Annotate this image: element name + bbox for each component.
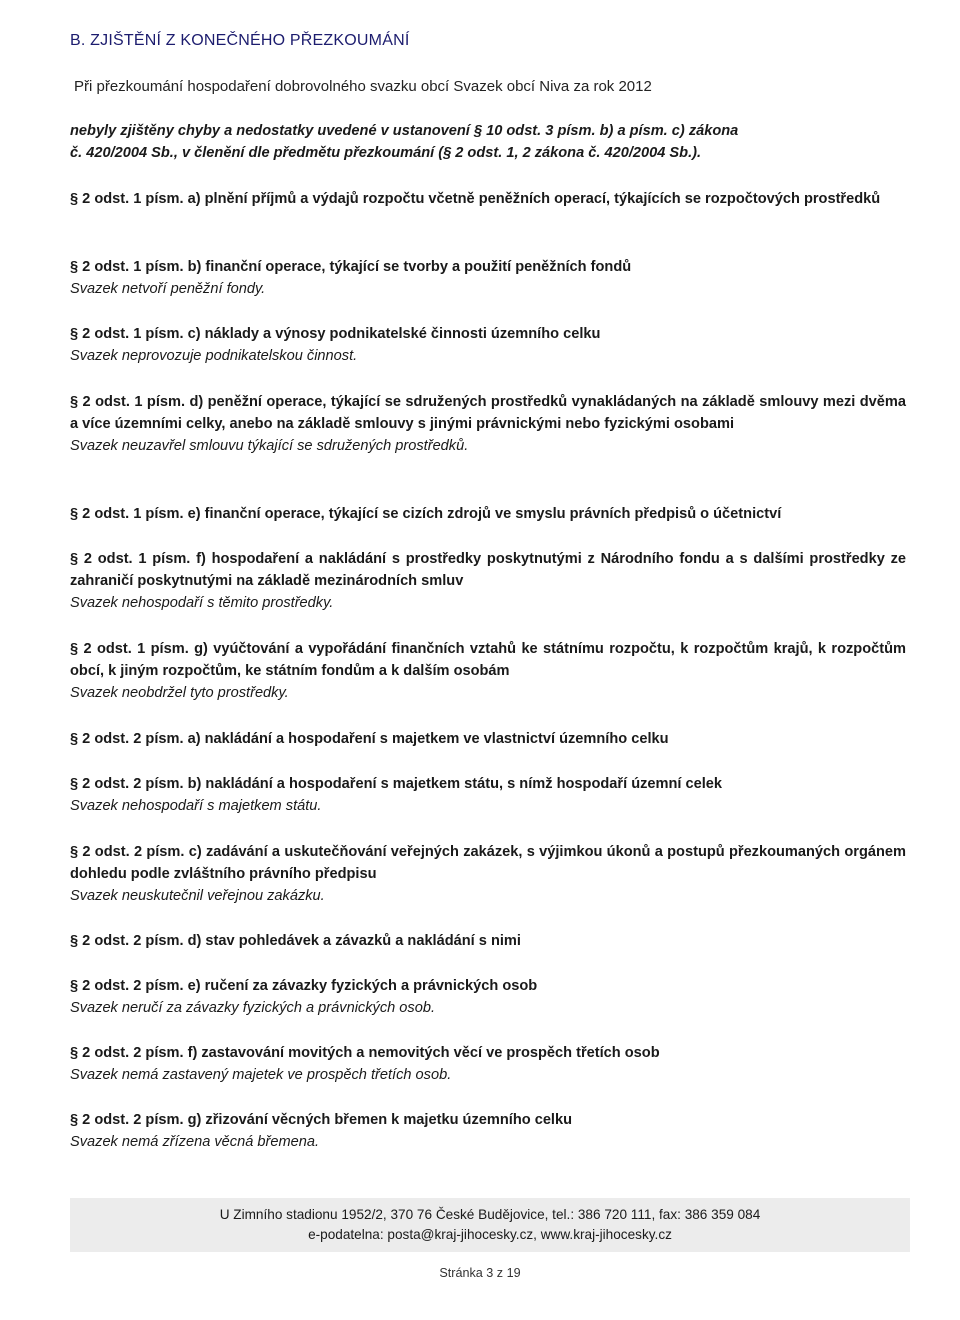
section-item-a1 xyxy=(70,188,906,210)
section-item-b2 xyxy=(70,773,906,817)
section-item-result: Svazek neprovozuje podnikatelskou činnost. xyxy=(70,348,358,364)
review-subtitle: Při přezkoumání hospodaření dobrovolného svazku obcí Svazek obcí Niva za rok 2012 xyxy=(74,78,652,95)
section-item-heading: § 2 odst. 1 písm. a) plnění příjmů a výdajů rozpočtu včetně peněžních operací, týkajících se rozpočtových prostředků xyxy=(70,191,881,207)
section-item-result: Svazek neuskutečnil veřejnou zakázku. xyxy=(70,888,325,904)
section-item-result: Svazek neuzavřel smlouvu týkající se sdružených prostředků. xyxy=(70,438,469,454)
section-item-b1 xyxy=(70,256,906,300)
section-item-result: Svazek nehospodaří s majetkem státu. xyxy=(70,798,322,814)
section-item-result: Svazek neručí za závazky fyzických a právnických osob. xyxy=(70,1000,435,1016)
section-item-heading: § 2 odst. 1 písm. b) finanční operace, týkající se tvorby a použití peněžních fondů xyxy=(70,259,632,275)
section-item-result: Svazek nehospodaří s těmito prostředky. xyxy=(70,595,334,611)
section-item-result: Svazek nemá zastavený majetek ve prospěch třetích osob. xyxy=(70,1067,452,1083)
section-item-heading: § 2 odst. 2 písm. b) nakládání a hospodaření s majetkem státu, s nímž hospodaří územní celek xyxy=(70,776,723,792)
page-number: Stránka 3 z 19 xyxy=(439,1266,521,1280)
footer-contact: e-podatelna: posta@kraj-jihocesky.cz, www.kraj-jihocesky.cz xyxy=(308,1227,672,1242)
section-item-f1 xyxy=(70,548,906,614)
section-item-d2 xyxy=(70,930,906,952)
intro-line-2: č. 420/2004 Sb., v členění dle předmětu přezkoumání (§ 2 odst. 1, 2 zákona č. 420/2004 Sb.). xyxy=(70,145,702,161)
section-item-result: Svazek nemá zřízena věcná břemena. xyxy=(70,1134,320,1150)
section-item-heading: § 2 odst. 1 písm. e) finanční operace, týkající se cizích zdrojů ve smyslu právních předpisů o účetnictví xyxy=(70,506,782,522)
section-item-result: Svazek netvoří peněžní fondy. xyxy=(70,281,266,297)
section-item-c2 xyxy=(70,841,906,907)
section-item-heading: § 2 odst. 1 písm. g) vyúčtování a vypořádání finančních vztahů ke státnímu rozpočtu, k rozpočtům krajů, k rozpočtům obcí, k jiným rozpočtům, ke státním fondům a k dalším osobám xyxy=(70,641,906,679)
section-item-a2 xyxy=(70,728,906,750)
section-item-heading: § 2 odst. 2 písm. c) zadávání a uskutečňování veřejných zakázek, s výjimkou úkonů a postupů přezkoumaných orgánem dohledu podle zvláštního právního předpisu xyxy=(70,844,906,882)
section-item-e2 xyxy=(70,975,906,1019)
document-page xyxy=(70,0,910,1320)
intro-statement xyxy=(70,120,906,164)
section-item-heading: § 2 odst. 2 písm. d) stav pohledávek a závazků a nakládání s nimi xyxy=(70,933,521,949)
section-item-g1 xyxy=(70,638,906,704)
section-item-g2 xyxy=(70,1109,906,1153)
section-item-heading: § 2 odst. 2 písm. f) zastavování movitých a nemovitých věcí ve prospěch třetích osob xyxy=(70,1045,660,1061)
section-item-d1 xyxy=(70,391,906,457)
section-item-heading: § 2 odst. 2 písm. a) nakládání a hospodaření s majetkem ve vlastnictví územního celku xyxy=(70,731,669,747)
section-item-heading: § 2 odst. 1 písm. c) náklady a výnosy podnikatelské činnosti územního celku xyxy=(70,326,601,342)
section-item-heading: § 2 odst. 1 písm. d) peněžní operace, týkající se sdružených prostředků vynakládaných na základě smlouvy mezi dvěma a více územními celky, anebo na základě smlouvy s jinými právnickými nebo fyzickými osobami xyxy=(70,394,906,432)
section-item-f2 xyxy=(70,1042,906,1086)
section-item-result: Svazek neobdržel tyto prostředky. xyxy=(70,685,289,701)
section-item-e1 xyxy=(70,503,906,525)
section-item-heading: § 2 odst. 1 písm. f) hospodaření a nakládání s prostředky poskytnutými z Národního fondu a s dalšími prostředky ze zahraničí poskytnutými na základě mezinárodních smluv xyxy=(70,551,906,589)
section-item-heading: § 2 odst. 2 písm. e) ručení za závazky fyzických a právnických osob xyxy=(70,978,538,994)
section-item-heading: § 2 odst. 2 písm. g) zřizování věcných břemen k majetku územního celku xyxy=(70,1112,573,1128)
section-item-c1 xyxy=(70,323,906,367)
intro-line-1: nebyly zjištěny chyby a nedostatky uvedené v ustanovení § 10 odst. 3 písm. b) a písm. c) zákona xyxy=(70,123,739,139)
section-heading: B. ZJIŠTĚNÍ Z KONEČNÉHO PŘEZKOUMÁNÍ xyxy=(70,32,410,49)
footer xyxy=(70,1198,910,1252)
footer-address: U Zimního stadionu 1952/2, 370 76 České Budějovice, tel.: 386 720 111, fax: 386 359 084 xyxy=(219,1207,761,1222)
